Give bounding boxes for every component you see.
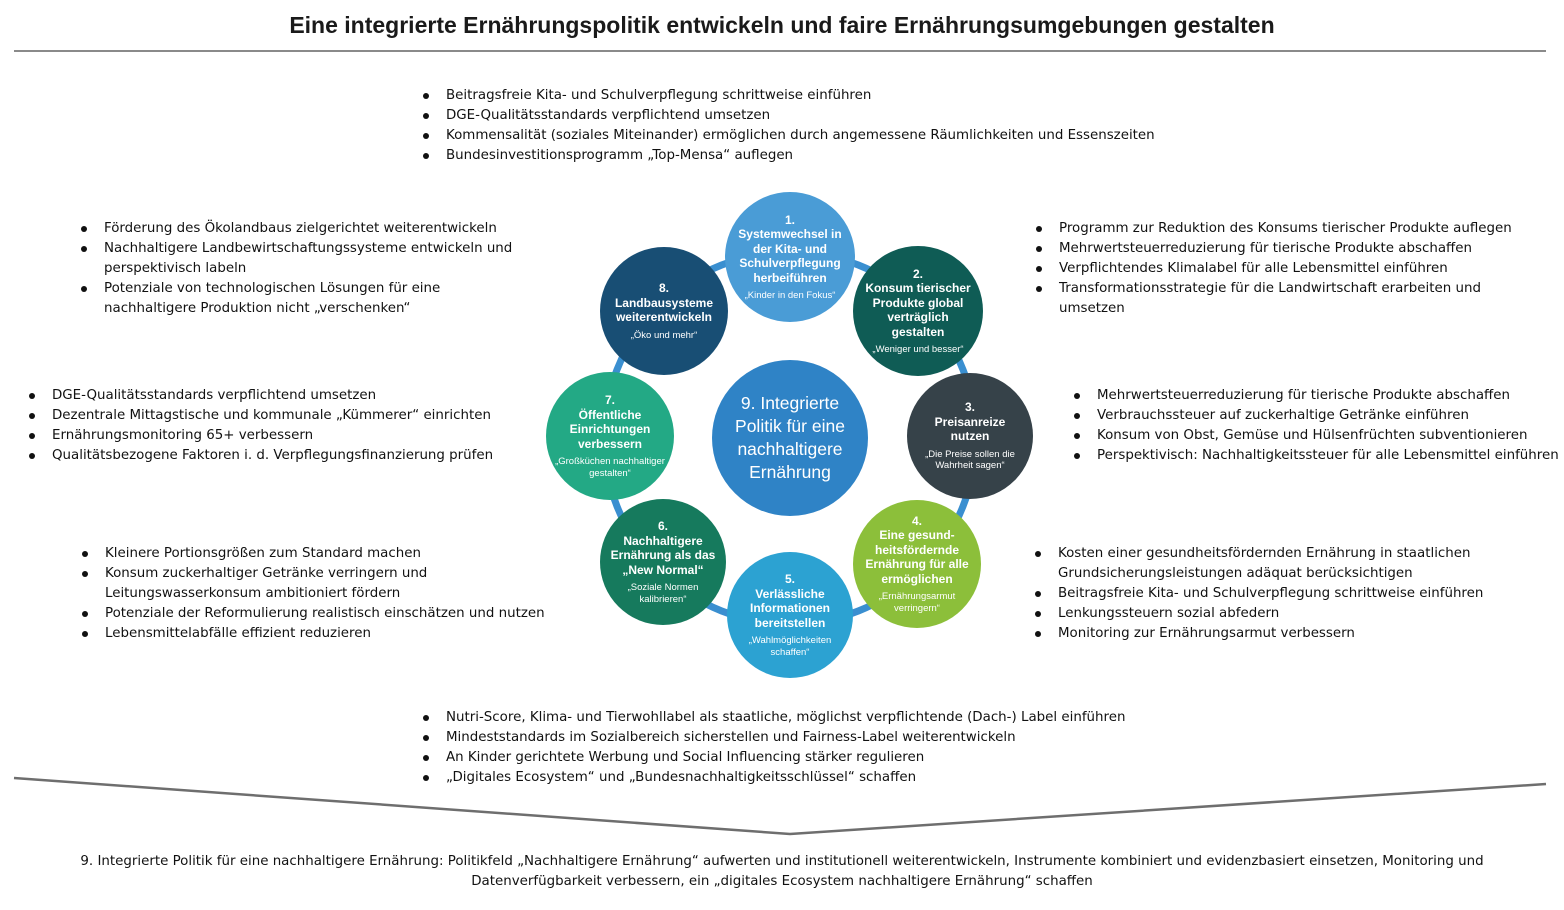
list-bottom-right <box>1032 544 1532 644</box>
circle-4-quote: „Ernährungsarmut verringern“ <box>878 591 956 614</box>
circle-3-title: 3. Preisanreize nutzen <box>934 400 1006 444</box>
list-item: Konsum zuckerhaltiger Getränke verringern und Leitungswasserkonsum ambitioniert fördern <box>79 564 559 604</box>
list-item: Programm zur Reduktion des Konsums tierischer Produkte auflegen <box>1033 219 1533 239</box>
circle-1-title: 1. Systemwechsel in der Kita- und Schulverpflegung herbeiführen <box>738 212 842 285</box>
circle-7-quote: „Großküchen nachhaltiger gestalten“ <box>555 456 665 479</box>
list-item: Förderung des Ökolandbaus zielgerichtet weiterentwickeln <box>78 219 528 239</box>
list-item: Mehrwertsteuerreduzierung für tierische Produkte abschaffen <box>1071 386 1561 406</box>
list-item: An Kinder gerichtete Werbung und Social Influencing stärker regulieren <box>420 748 1220 768</box>
circle-5-quote: „Wahlmöglichkeiten schaffen“ <box>748 635 832 658</box>
list-item: Potenziale der Reformulierung realistisch einschätzen und nutzen <box>79 604 559 624</box>
list-item: Nachhaltigere Landbewirtschaftungssysteme entwickeln und perspektivisch labeln <box>78 239 528 279</box>
circle-3-quote: „Die Preise sollen die Wahrheit sagen“ <box>925 448 1015 472</box>
list-bottom <box>420 708 1220 788</box>
circle-7 <box>546 372 674 500</box>
circle-1 <box>725 192 855 322</box>
list-item: Bundesinvestitionsprogramm „Top-Mensa“ auflegen <box>420 146 1220 166</box>
circle-5-title: 5. Verlässliche Informationen bereitstellen <box>750 572 830 630</box>
circle-2-title: 2. Konsum tierischer Produkte global verträglich gestalten <box>865 266 971 339</box>
list-item: Kleinere Portionsgrößen zum Standard machen <box>79 544 559 564</box>
circle-8-quote: „Öko und mehr“ <box>630 329 698 341</box>
summary-text: 9. Integrierte Politik für eine nachhaltigere Ernährung: Politikfeld „Nachhaltigere Ernährung“ aufwerten und institutionell weiterentwickeln, Instrumente kombiniert und evidenzbasiert einsetzen, Monitoring und Datenverfügbarkeit verbessern, ein „digitales Ecosystem nachhaltigere Ernährung“ schaffen <box>80 854 1484 889</box>
list-item: Monitoring zur Ernährungsarmut verbessern <box>1032 624 1532 644</box>
center-label: 9. Integrierte Politik für eine nachhaltigere Ernährung <box>735 393 845 482</box>
list-item: Verbrauchssteuer auf zuckerhaltige Getränke einführen <box>1071 406 1561 426</box>
list-item: Kosten einer gesundheitsfördernden Ernährung in staatlichen Grundsicherungsleistungen adäquat berücksichtigen <box>1032 544 1532 584</box>
circle-4 <box>853 500 981 628</box>
circle-1-quote: „Kinder in den Fokus“ <box>744 290 836 301</box>
circle-3 <box>907 373 1033 499</box>
circle-2-quote: „Weniger und besser“ <box>872 344 964 355</box>
circle-2 <box>853 246 983 376</box>
circle-6-quote: „Soziale Normen kalibrieren“ <box>627 582 699 605</box>
list-item: DGE-Qualitätsstandards verpflichtend umsetzen <box>420 106 1220 126</box>
list-item: Transformationsstrategie für die Landwirtschaft erarbeiten und umsetzen <box>1033 279 1533 319</box>
list-item: Ernährungsmonitoring 65+ verbessern <box>26 426 536 446</box>
circle-6 <box>600 499 726 625</box>
list-item: Qualitätsbezogene Faktoren i. d. Verpflegungsfinanzierung prüfen <box>26 446 536 466</box>
circle-6-title: 6. Nachhaltigere Ernährung als das „New Normal“ <box>610 519 716 577</box>
circle-8 <box>600 247 728 375</box>
list-item: Perspektivisch: Nachhaltigkeitssteuer für alle Lebensmittel einführen <box>1071 446 1561 466</box>
list-item: Nutri-Score, Klima- und Tierwohllabel als staatliche, möglichst verpflichtende (Dach-) Label einführen <box>420 708 1220 728</box>
center-circle <box>712 360 868 516</box>
list-item: Dezentrale Mittagstische und kommunale „Kümmerer“ einrichten <box>26 406 536 426</box>
list-top-left <box>78 219 528 319</box>
list-item: Konsum von Obst, Gemüse und Hülsenfrüchten subventionieren <box>1071 426 1561 446</box>
list-item: Mehrwertsteuerreduzierung für tierische Produkte abschaffen <box>1033 239 1533 259</box>
circle-4-title: 4. Eine gesund-heitsfördernde Ernährung für alle ermöglichen <box>865 513 969 586</box>
list-top-right <box>1033 219 1533 319</box>
list-item: Lebensmittelabfälle effizient reduzieren <box>79 624 559 644</box>
list-item: Mindeststandards im Sozialbereich sicherstellen und Fairness-Label weiterentwickeln <box>420 728 1220 748</box>
list-item: Beitragsfreie Kita- und Schulverpflegung schrittweise einführen <box>1032 584 1532 604</box>
list-bottom-left <box>79 544 559 644</box>
circle-8-title: 8. Landbausysteme weiterentwickeln <box>614 281 714 324</box>
list-top <box>420 86 1220 166</box>
list-item: „Digitales Ecosystem“ und „Bundesnachhaltigkeitsschlüssel“ schaffen <box>420 768 1220 788</box>
list-mid-right <box>1071 386 1561 466</box>
list-item: Beitragsfreie Kita- und Schulverpflegung schrittweise einführen <box>420 86 1220 106</box>
page-title: Eine integrierte Ernährungspolitik entwickeln und faire Ernährungsumgebungen gestalten <box>289 12 1275 38</box>
list-item: Lenkungssteuern sozial abfedern <box>1032 604 1532 624</box>
list-item: DGE-Qualitätsstandards verpflichtend umsetzen <box>26 386 536 406</box>
circle-5 <box>727 552 853 678</box>
circle-7-title: 7. Öffentliche Einrichtungen verbessern <box>569 393 651 451</box>
list-item: Potenziale von technologischen Lösungen für eine nachhaltigere Produktion nicht „verschenken“ <box>78 279 528 319</box>
list-item: Verpflichtendes Klimalabel für alle Lebensmittel einführen <box>1033 259 1533 279</box>
list-item: Kommensalität (soziales Miteinander) ermöglichen durch angemessene Räumlichkeiten und Essenszeiten <box>420 126 1220 146</box>
list-mid-left <box>26 386 536 466</box>
